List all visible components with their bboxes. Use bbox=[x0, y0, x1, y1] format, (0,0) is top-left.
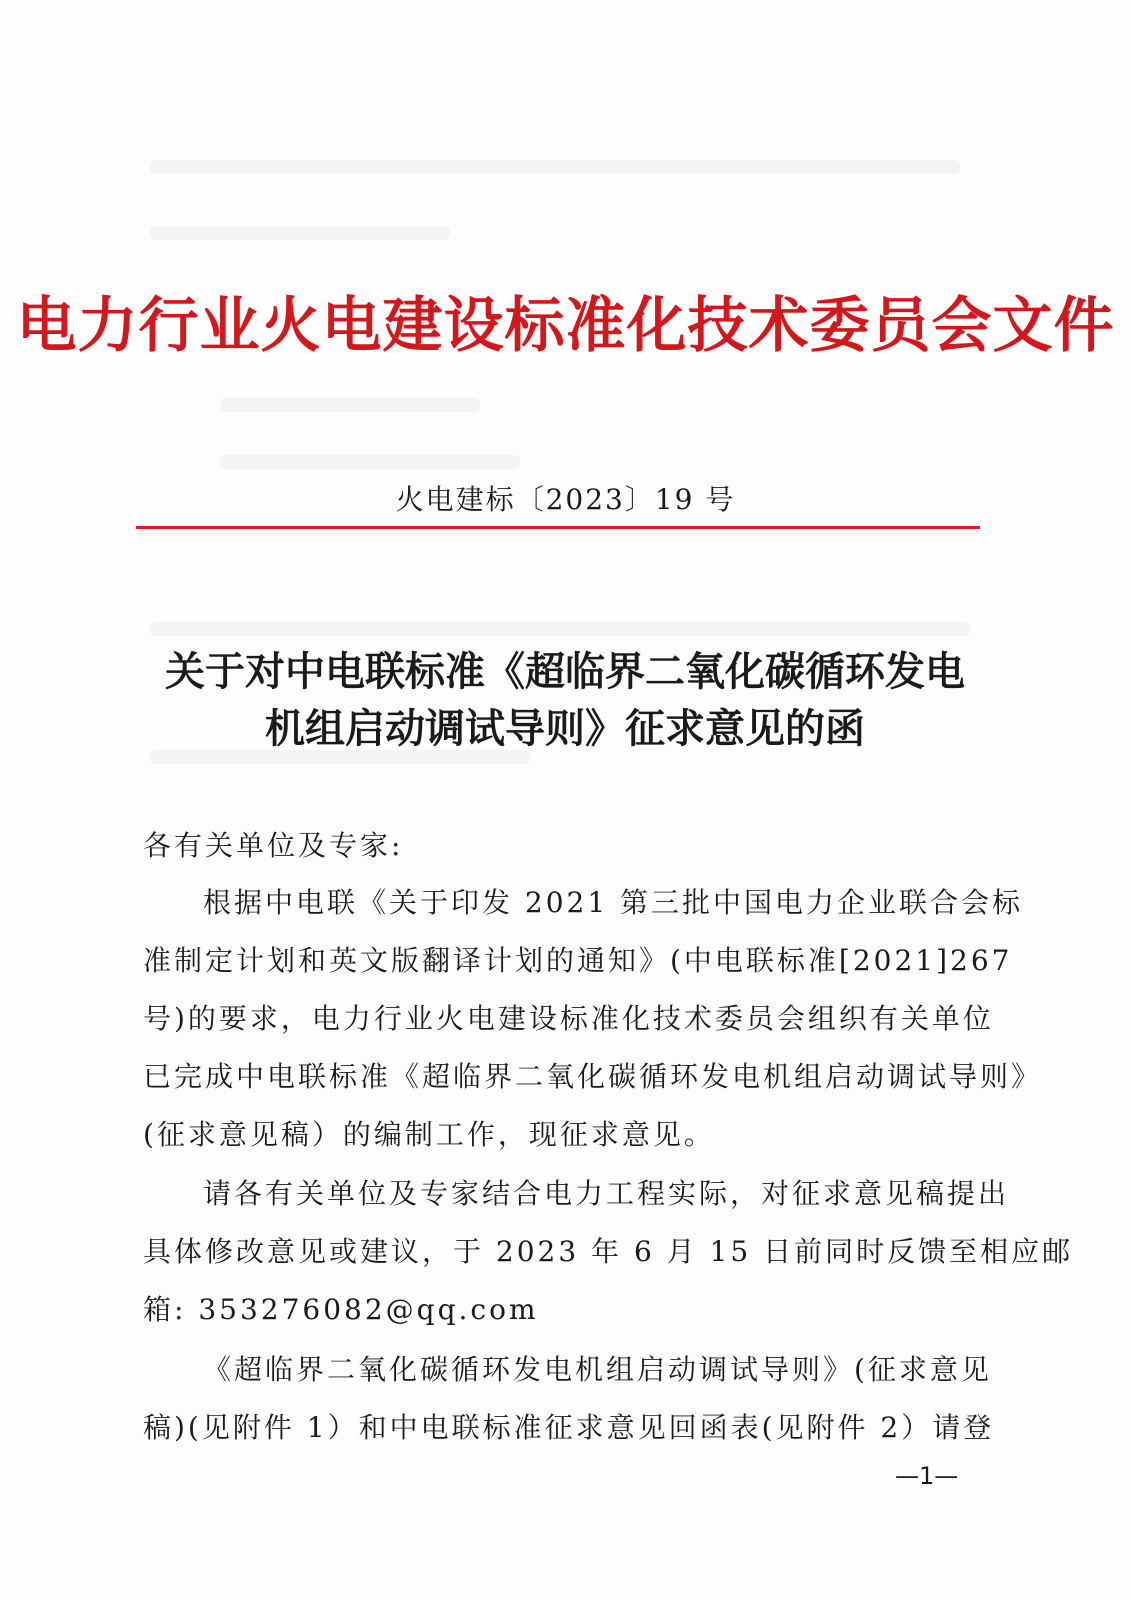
red-rule-divider bbox=[136, 526, 980, 529]
body-line: 已完成中电联标准《超临界二氧化碳循环发电机组启动调试导则》 bbox=[143, 1060, 1043, 1093]
email-line: 箱: 353276082@qq.com bbox=[143, 1293, 539, 1326]
letter-title-line-2: 机组启动调试导则》征求意见的函 bbox=[265, 706, 865, 752]
salutation: 各有关单位及专家: bbox=[143, 829, 404, 862]
masthead-title: 电力行业火电建设标准化技术委员会文件 bbox=[16, 291, 1115, 361]
body-line: 准制定计划和英文版翻译计划的通知》(中电联标准[2021]267 bbox=[143, 944, 1013, 977]
document-number: 火电建标〔2023〕19 号 bbox=[395, 483, 736, 516]
bleed-through-mark bbox=[150, 622, 970, 636]
body-line: (征求意见稿）的编制工作，现征求意见。 bbox=[143, 1118, 715, 1151]
body-line: 请各有关单位及专家结合电力工程实际，对征求意见稿提出 bbox=[203, 1177, 1010, 1210]
page-number: —1— bbox=[895, 1462, 959, 1490]
body-line: 《超临界二氧化碳循环发电机组启动调试导则》(征求意见 bbox=[203, 1353, 992, 1386]
body-line: 号)的要求，电力行业火电建设标准化技术委员会组织有关单位 bbox=[143, 1002, 994, 1035]
bleed-through-mark bbox=[150, 160, 960, 174]
body-line: 具体修改意见或建议，于 2023 年 6 月 15 日前同时反馈至相应邮 bbox=[143, 1235, 1074, 1268]
body-line: 根据中电联《关于印发 2021 第三批中国电力企业联合会标 bbox=[203, 886, 1024, 919]
letter-title-line-1: 关于对中电联标准《超临界二氧化碳循环发电 bbox=[165, 649, 965, 695]
bleed-through-mark bbox=[150, 226, 450, 240]
bleed-through-mark bbox=[220, 398, 480, 412]
body-line: 稿)(见附件 1）和中电联标准征求意见回函表(见附件 2）请登 bbox=[143, 1411, 995, 1444]
bleed-through-mark bbox=[220, 455, 520, 469]
